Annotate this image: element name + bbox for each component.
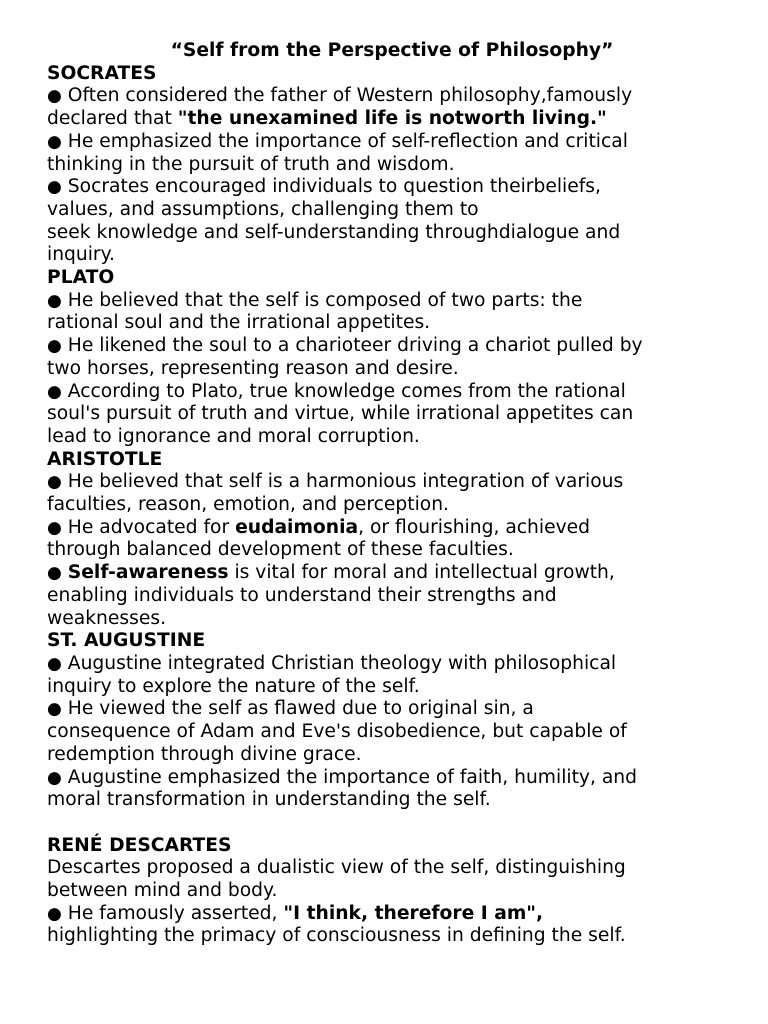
paragraph-line: soul's pursuit of truth and virtue, while irrational appetites can xyxy=(47,403,634,425)
paragraph-line: between mind and body. xyxy=(47,880,278,901)
bullet-paragraph: ● He emphasized the importance of self-reflection and critical xyxy=(47,130,628,152)
section-heading-descartes: RENÉ DESCARTES xyxy=(47,834,232,856)
paragraph-line: inquiry to explore the nature of the self. xyxy=(47,675,420,697)
paragraph-line: rational soul and the irrational appetites. xyxy=(47,312,431,334)
bullet-paragraph: ● He viewed the self as flawed due to original sin, a xyxy=(47,698,534,720)
term-self-awareness: Self-awareness xyxy=(67,562,229,584)
paragraph-line: highlighting the primacy of consciousness in defining the self. xyxy=(47,925,626,947)
section-heading-augustine: ST. AUGUSTINE xyxy=(47,630,206,652)
bullet-paragraph: ● According to Plato, true knowledge comes from the rational xyxy=(47,380,626,402)
bullet-icon: ● xyxy=(47,517,62,538)
bullet-icon: ● xyxy=(47,336,62,357)
term-eudaimonia: eudaimonia xyxy=(235,516,359,538)
bullet-paragraph: ● He advocated for eudaimonia, or flourishing, achieved xyxy=(47,516,591,538)
bullet-paragraph: ● He likened the soul to a charioteer driving a chariot pulled by xyxy=(47,335,643,357)
paragraph-line: Descartes proposed a dualistic view of the self, distinguishing xyxy=(47,857,626,879)
blank-line xyxy=(47,812,737,835)
bullet-icon: ● xyxy=(47,290,62,311)
document-body xyxy=(47,40,737,948)
paragraph-line: inquiry. xyxy=(47,244,115,266)
paragraph-line: seek knowledge and self-understanding throughdialogue and xyxy=(47,221,621,243)
section-heading-aristotle: ARISTOTLE xyxy=(47,448,163,470)
bullet-paragraph: ● He famously asserted, "I think, therefore I am", xyxy=(47,902,544,924)
paragraph-line: two horses, representing reason and desire. xyxy=(47,357,459,379)
section-heading-socrates: SOCRATES xyxy=(47,62,157,84)
paragraph-line: declared that "the unexamined life is notworth living." xyxy=(47,108,607,130)
quote-cogito: "I think, therefore I am", xyxy=(283,902,544,924)
bullet-icon: ● xyxy=(47,472,62,493)
paragraph-line: enabling individuals to understand their strengths and xyxy=(47,584,557,606)
bullet-icon: ● xyxy=(47,767,62,788)
bullet-paragraph: ● Augustine emphasized the importance of faith, humility, and xyxy=(47,766,637,788)
paragraph-line: faculties, reason, emotion, and perception. xyxy=(47,494,449,516)
quote-unexamined-life: "the unexamined life is notworth living." xyxy=(177,108,607,130)
bullet-icon: ● xyxy=(47,177,62,198)
bullet-icon: ● xyxy=(47,699,62,720)
bullet-paragraph: ● Often considered the father of Western philosophy,famously xyxy=(47,85,633,107)
paragraph-line: lead to ignorance and moral corruption. xyxy=(47,425,420,447)
bullet-icon: ● xyxy=(47,653,62,674)
document-title: “Self from the Perspective of Philosophy” xyxy=(170,40,614,61)
paragraph-line: values, and assumptions, challenging them to xyxy=(47,198,479,220)
bullet-paragraph: ● He believed that self is a harmonious integration of various xyxy=(47,471,624,493)
bullet-paragraph: ● He believed that the self is composed of two parts: the xyxy=(47,289,583,311)
bullet-icon: ● xyxy=(47,563,62,584)
bullet-icon: ● xyxy=(47,903,62,924)
bullet-icon: ● xyxy=(47,131,62,152)
paragraph-line: consequence of Adam and Eve's disobedience, but capable of xyxy=(47,721,627,743)
paragraph-line: through balanced development of these faculties. xyxy=(47,539,514,561)
paragraph-line: moral transformation in understanding the self. xyxy=(47,789,491,811)
bullet-paragraph: ● Augustine integrated Christian theology with philosophical xyxy=(47,652,617,674)
bullet-icon: ● xyxy=(47,86,62,107)
bullet-paragraph: ● Socrates encouraged individuals to question theirbeliefs, xyxy=(47,176,601,198)
bullet-icon: ● xyxy=(47,381,62,402)
bullet-paragraph: ● Self-awareness is vital for moral and intellectual growth, xyxy=(47,562,615,584)
paragraph-line: redemption through divine grace. xyxy=(47,743,362,765)
paragraph-line: thinking in the pursuit of truth and wisdom. xyxy=(47,153,455,175)
section-heading-plato: PLATO xyxy=(47,267,115,289)
paragraph-line: weaknesses. xyxy=(47,607,167,629)
